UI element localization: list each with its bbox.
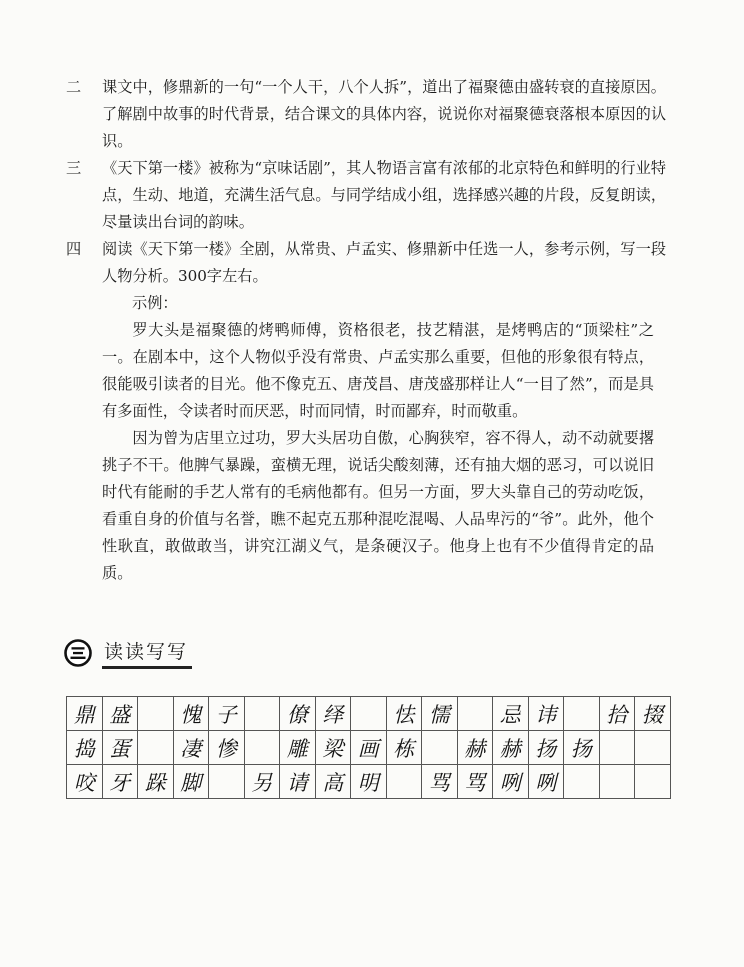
grid-cell: 骂 xyxy=(422,765,458,799)
grid-row xyxy=(67,765,671,799)
grid-cell: 脚 xyxy=(173,765,209,799)
grid-cell: 咧 xyxy=(493,765,529,799)
grid-cell: 惨 xyxy=(209,731,245,765)
question-2 xyxy=(66,74,666,155)
vocabulary-grid xyxy=(66,696,671,799)
question-text: 阅读《天下第一楼》全剧，从常贵、卢孟实、修鼎新中任选一人，参考示例，写一段人物分析。300字左右。 xyxy=(102,240,666,285)
question-4 xyxy=(66,236,666,290)
example-label: 示例： xyxy=(132,294,178,312)
grid-cell: 雕 xyxy=(280,731,316,765)
grid-cell xyxy=(457,697,493,731)
question-text: 课文中，修鼎新的一句“一个人干，八个人拆”，道出了福聚德由盛转衰的直接原因。了解剧中故事的时代背景，结合课文的具体内容，说说你对福聚德衰落根本原因的认识。 xyxy=(102,78,666,150)
grid-cell: 画 xyxy=(351,731,387,765)
grid-cell: 栋 xyxy=(386,731,422,765)
grid-cell: 扬 xyxy=(528,731,564,765)
grid-cell: 盛 xyxy=(102,697,138,731)
grid-cell: 掇 xyxy=(635,697,671,731)
grid-cell: 高 xyxy=(315,765,351,799)
grid-cell: 忌 xyxy=(493,697,529,731)
grid-cell xyxy=(351,697,387,731)
grid-cell: 愧 xyxy=(173,697,209,731)
grid-cell: 子 xyxy=(209,697,245,731)
example-paragraph-1: 罗大头是福聚德的烤鸭师傅，资格很老，技艺精湛，是烤鸭店的“顶梁柱”之一。在剧本中，这个人物似乎没有常贵、卢孟实那么重要，但他的形象很有特点，很能吸引读者的目光。他不像克五、唐茂昌、唐茂盛那样让人“一目了然”，而是具有多面性，令读者时而厌恶，时而同情，时而鄙弃，时而敬重。 xyxy=(102,321,654,420)
grid-cell: 跺 xyxy=(138,765,174,799)
question-number: 四 xyxy=(66,240,82,258)
grid-cell xyxy=(244,731,280,765)
section-header xyxy=(64,636,192,670)
grid-cell: 懦 xyxy=(422,697,458,731)
question-3 xyxy=(66,155,666,236)
grid-cell xyxy=(138,731,174,765)
section-title: 读读写写 xyxy=(102,637,192,669)
grid-cell: 咬 xyxy=(67,765,103,799)
grid-cell xyxy=(209,765,245,799)
grid-cell: 讳 xyxy=(528,697,564,731)
grid-cell: 赫 xyxy=(493,731,529,765)
grid-cell xyxy=(244,697,280,731)
grid-cell: 梁 xyxy=(315,731,351,765)
grid-cell: 另 xyxy=(244,765,280,799)
grid-cell: 骂 xyxy=(457,765,493,799)
grid-cell: 咧 xyxy=(528,765,564,799)
grid-cell: 凄 xyxy=(173,731,209,765)
question-number: 二 xyxy=(66,78,82,96)
grid-cell xyxy=(422,731,458,765)
question-text: 《天下第一楼》被称为“京味话剧”，其人物语言富有浓郁的北京特色和鲜明的行业特点，生动、地道，充满生活气息。与同学结成小组，选择感兴趣的片段，反复朗读，尽量读出台词的韵味。 xyxy=(102,159,666,231)
grid-cell xyxy=(635,765,671,799)
grid-cell xyxy=(564,697,600,731)
grid-cell: 拾 xyxy=(599,697,635,731)
grid-cell: 蛋 xyxy=(102,731,138,765)
question-number: 三 xyxy=(66,159,82,177)
example-paragraph-2: 因为曾为店里立过功，罗大头居功自傲，心胸狭窄，容不得人，动不动就要撂挑子不干。他脾气暴躁，蛮横无理，说话尖酸刻薄，还有抽大烟的恶习，可以说旧时代有能耐的手艺人常有的毛病他都有。但另一方面，罗大头靠自己的劳动吃饭，看重自身的价值与名誉，瞧不起克五那种混吃混喝、人品卑污的“爷”。此外，他个性耿直，敢做敢当，讲究江湖义气，是条硬汉子。他身上也有不少值得肯定的品质。 xyxy=(102,429,654,582)
grid-cell xyxy=(564,765,600,799)
grid-cell xyxy=(386,765,422,799)
circled-three-icon xyxy=(64,639,92,667)
grid-cell: 请 xyxy=(280,765,316,799)
grid-cell: 牙 xyxy=(102,765,138,799)
grid-row xyxy=(67,731,671,765)
grid-cell: 鼎 xyxy=(67,697,103,731)
grid-cell: 怯 xyxy=(386,697,422,731)
grid-cell: 绎 xyxy=(315,697,351,731)
grid-cell: 捣 xyxy=(67,731,103,765)
grid-cell: 僚 xyxy=(280,697,316,731)
grid-cell: 赫 xyxy=(457,731,493,765)
grid-cell xyxy=(599,765,635,799)
grid-cell: 扬 xyxy=(564,731,600,765)
grid-cell: 明 xyxy=(351,765,387,799)
grid-cell xyxy=(635,731,671,765)
grid-cell xyxy=(138,697,174,731)
grid-cell xyxy=(599,731,635,765)
grid-row xyxy=(67,697,671,731)
